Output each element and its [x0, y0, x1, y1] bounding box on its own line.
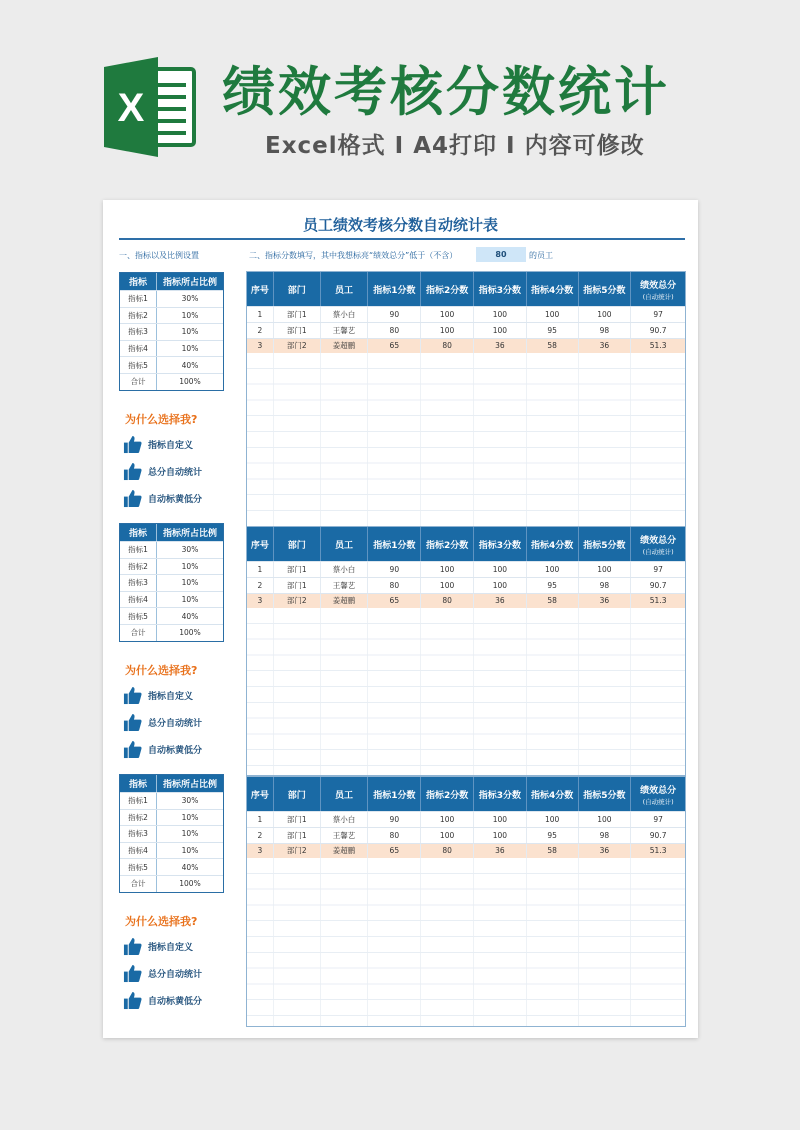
cell: 合计: [120, 625, 157, 641]
cell[interactable]: 100: [527, 307, 579, 322]
cell[interactable]: 100: [474, 812, 527, 827]
table-row[interactable]: [120, 373, 223, 390]
left-block-3: [119, 774, 224, 1010]
cell[interactable]: 部门1: [274, 562, 321, 577]
header-index: 序号: [247, 527, 274, 561]
cell[interactable]: 90: [368, 562, 421, 577]
cell[interactable]: 2: [247, 578, 274, 593]
cell[interactable]: 100: [474, 562, 527, 577]
ratio-table-header: [120, 524, 223, 541]
ratio-header-indicator: 指标: [120, 524, 157, 541]
feature-label: 自动标黄低分: [148, 745, 203, 756]
table-row-highlighted[interactable]: [247, 338, 685, 354]
section2-suffix: 的员工: [529, 251, 553, 260]
table-row[interactable]: [247, 322, 685, 338]
table-row-highlighted[interactable]: [247, 843, 685, 859]
cell[interactable]: 王馨艺: [321, 828, 369, 843]
cell[interactable]: 部门2: [274, 844, 321, 859]
thumbs-up-icon: [123, 964, 142, 983]
feature-item: [119, 991, 224, 1010]
cell: 100%: [179, 628, 201, 638]
cell[interactable]: 30%: [181, 796, 199, 806]
cell[interactable]: 40%: [181, 611, 199, 621]
table-row[interactable]: [120, 591, 223, 608]
feature-label: 指标自定义: [148, 440, 194, 451]
title-divider: [119, 238, 685, 240]
ratio-table: [119, 272, 224, 391]
cell: 指标4: [120, 843, 157, 859]
thumbs-up-icon: [123, 489, 142, 508]
cell: 指标4: [120, 592, 157, 608]
cell[interactable]: 3: [247, 844, 274, 859]
score-table-header: [247, 777, 685, 811]
excel-icon-letter: X: [117, 86, 145, 130]
ratio-header-indicator: 指标: [120, 775, 157, 792]
cell[interactable]: 65: [368, 844, 421, 859]
score-table-header: [247, 272, 685, 306]
table-row[interactable]: [247, 577, 685, 593]
cell: 51.3: [649, 596, 667, 606]
header-indicator-4: 指标4分数: [527, 272, 579, 306]
cell: 指标5: [120, 608, 157, 624]
feature-item: [119, 435, 224, 454]
cell: 指标3: [120, 826, 157, 842]
feature-item: [119, 713, 224, 732]
score-table-header: [247, 527, 685, 561]
table-row[interactable]: [247, 811, 685, 827]
cell: 指标5: [120, 357, 157, 373]
header-total-note: (自动统计): [642, 292, 674, 301]
cell[interactable]: 王馨艺: [321, 323, 369, 338]
cell[interactable]: 40%: [181, 862, 199, 872]
cell[interactable]: 10%: [181, 578, 199, 588]
cell[interactable]: 100: [421, 307, 474, 322]
cell: 90.7: [649, 580, 667, 590]
header-total-label: 绩效总分: [640, 280, 677, 291]
feature-label: 自动标黄低分: [148, 494, 203, 505]
header-indicator-3: 指标3分数: [474, 272, 527, 306]
header-department: 部门: [274, 527, 321, 561]
header-indicator-4: 指标4分数: [527, 777, 579, 811]
cell[interactable]: 部门1: [274, 828, 321, 843]
left-block-1: [119, 272, 224, 508]
ratio-table-header: [120, 273, 223, 290]
table-row[interactable]: [120, 541, 223, 558]
cell[interactable]: 100: [474, 828, 527, 843]
cell: 90.7: [649, 830, 667, 840]
cell: 指标2: [120, 308, 157, 324]
left-block-2: [119, 523, 224, 759]
cell[interactable]: 蔡小白: [321, 307, 369, 322]
cell[interactable]: 100: [527, 812, 579, 827]
cell[interactable]: 3: [247, 594, 274, 609]
cell: 100%: [179, 377, 201, 387]
cell[interactable]: 90: [368, 307, 421, 322]
empty-rows[interactable]: [247, 353, 685, 526]
cell[interactable]: 10%: [181, 595, 199, 605]
cell[interactable]: 部门2: [274, 339, 321, 354]
thumbs-up-icon: [123, 937, 142, 956]
feature-label: 指标自定义: [148, 942, 194, 953]
cell[interactable]: 10%: [181, 846, 199, 856]
cell: 指标4: [120, 341, 157, 357]
table-row[interactable]: [120, 323, 223, 340]
header-employee: 员工: [321, 777, 369, 811]
feature-label: 自动标黄低分: [148, 996, 203, 1007]
feature-label: 总分自动统计: [148, 969, 203, 980]
cell[interactable]: 蔡小白: [321, 562, 369, 577]
thumbs-up-icon: [123, 686, 142, 705]
header-total: [631, 272, 685, 306]
ratio-header-proportion: 指标所占比例: [162, 780, 217, 790]
cell[interactable]: 80: [421, 594, 474, 609]
cell[interactable]: 2: [247, 323, 274, 338]
cell[interactable]: 部门1: [274, 812, 321, 827]
cell[interactable]: 36: [474, 844, 527, 859]
header-indicator-1: 指标1分数: [368, 777, 421, 811]
cell[interactable]: 80: [368, 828, 421, 843]
header-total-label: 绩效总分: [640, 785, 677, 796]
table-row[interactable]: [247, 827, 685, 843]
banner: [0, 0, 800, 190]
main-title: 绩效考核分数统计: [222, 62, 670, 123]
score-table-2: [246, 526, 686, 776]
header-indicator-2: 指标2分数: [421, 527, 474, 561]
table-row[interactable]: [120, 356, 223, 373]
score-table-3: [246, 776, 686, 1027]
cell: 指标1: [120, 793, 157, 809]
cell[interactable]: 100: [421, 828, 474, 843]
cell[interactable]: 80: [368, 578, 421, 593]
header-index: 序号: [247, 272, 274, 306]
cell[interactable]: 36: [579, 844, 632, 859]
cell[interactable]: 姜超鹏: [321, 339, 369, 354]
empty-rows[interactable]: [247, 858, 685, 1026]
header-total-note: (自动统计): [642, 547, 674, 556]
cell[interactable]: 65: [368, 339, 421, 354]
table-row[interactable]: [120, 607, 223, 624]
cell[interactable]: 100: [579, 562, 632, 577]
cell[interactable]: 100: [474, 307, 527, 322]
cell[interactable]: 10%: [181, 327, 199, 337]
empty-rows[interactable]: [247, 608, 685, 775]
cell[interactable]: 95: [527, 323, 579, 338]
table-row[interactable]: [120, 792, 223, 809]
cell[interactable]: 36: [579, 339, 632, 354]
cell[interactable]: 98: [579, 828, 632, 843]
cell[interactable]: 58: [527, 844, 579, 859]
cell[interactable]: 36: [474, 339, 527, 354]
cell[interactable]: 100: [579, 307, 632, 322]
table-row[interactable]: [120, 809, 223, 826]
table-row[interactable]: [120, 290, 223, 307]
cell[interactable]: 10%: [181, 344, 199, 354]
header-indicator-3: 指标3分数: [474, 527, 527, 561]
ratio-table: [119, 523, 224, 642]
cell: 指标5: [120, 859, 157, 875]
cell[interactable]: 80: [368, 323, 421, 338]
feature-item: [119, 686, 224, 705]
ratio-header-proportion: 指标所占比例: [162, 278, 217, 288]
cell[interactable]: 部门1: [274, 578, 321, 593]
cell[interactable]: 90: [368, 812, 421, 827]
cell[interactable]: 100: [421, 578, 474, 593]
cell[interactable]: 80: [421, 339, 474, 354]
header-total: [631, 777, 685, 811]
header-employee: 员工: [321, 527, 369, 561]
cell[interactable]: 98: [579, 323, 632, 338]
cell[interactable]: 40%: [181, 360, 199, 370]
cell[interactable]: 100: [527, 562, 579, 577]
table-row[interactable]: [120, 307, 223, 324]
feature-item: [119, 489, 224, 508]
section2-label: 二、指标分数填写，其中我想标亮“绩效总分”低于（不含）: [249, 251, 458, 260]
document-sheet: [103, 200, 698, 1038]
header-total-note: (自动统计): [642, 797, 674, 806]
cell[interactable]: 30%: [181, 545, 199, 555]
header-indicator-4: 指标4分数: [527, 527, 579, 561]
thumbs-up-icon: [123, 740, 142, 759]
cell: 指标3: [120, 575, 157, 591]
header-indicator-1: 指标1分数: [368, 272, 421, 306]
cell[interactable]: 蔡小白: [321, 812, 369, 827]
header-indicator-1: 指标1分数: [368, 527, 421, 561]
cell: 51.3: [649, 341, 667, 351]
cell[interactable]: 80: [421, 844, 474, 859]
table-row-highlighted[interactable]: [247, 593, 685, 609]
cell[interactable]: 58: [527, 594, 579, 609]
cell: 51.3: [649, 846, 667, 856]
score-table-1: [246, 271, 686, 527]
cell[interactable]: 3: [247, 339, 274, 354]
cell[interactable]: 100: [579, 812, 632, 827]
cell: 100%: [179, 879, 201, 889]
why-heading: 为什么选择我?: [125, 914, 198, 928]
cell: 指标2: [120, 810, 157, 826]
header-indicator-3: 指标3分数: [474, 777, 527, 811]
cell[interactable]: 姜超鹏: [321, 594, 369, 609]
cell[interactable]: 100: [421, 562, 474, 577]
cell[interactable]: 2: [247, 828, 274, 843]
thumbs-up-icon: [123, 462, 142, 481]
cell[interactable]: 30%: [181, 294, 199, 304]
cell: 指标3: [120, 324, 157, 340]
header-department: 部门: [274, 272, 321, 306]
cell: 指标1: [120, 291, 157, 307]
cell: 90.7: [649, 325, 667, 335]
table-row[interactable]: [120, 340, 223, 357]
header-index: 序号: [247, 777, 274, 811]
cell: 合计: [120, 876, 157, 892]
thumbs-up-icon: [123, 435, 142, 454]
cell[interactable]: 部门1: [274, 307, 321, 322]
cell[interactable]: 10%: [181, 829, 199, 839]
cell: 97: [653, 564, 663, 574]
cell[interactable]: 姜超鹏: [321, 844, 369, 859]
feature-label: 指标自定义: [148, 691, 194, 702]
thumbs-up-icon: [123, 713, 142, 732]
cell[interactable]: 部门2: [274, 594, 321, 609]
why-heading: 为什么选择我?: [125, 412, 198, 426]
table-row[interactable]: [120, 825, 223, 842]
cell[interactable]: 部门1: [274, 323, 321, 338]
table-row[interactable]: [120, 858, 223, 875]
sub-title: Excel格式 I A4打印 I 内容可修改: [265, 133, 645, 159]
header-department: 部门: [274, 777, 321, 811]
table-row[interactable]: [120, 624, 223, 641]
cell[interactable]: 10%: [181, 812, 199, 822]
header-total: [631, 527, 685, 561]
excel-icon: [102, 57, 200, 157]
cell[interactable]: 1: [247, 812, 274, 827]
header-indicator-5: 指标5分数: [579, 272, 632, 306]
feature-item: [119, 462, 224, 481]
cell: 指标2: [120, 559, 157, 575]
table-row[interactable]: [120, 558, 223, 575]
cell[interactable]: 100: [421, 812, 474, 827]
cell[interactable]: 王馨艺: [321, 578, 369, 593]
header-total-label: 绩效总分: [640, 535, 677, 546]
ratio-table: [119, 774, 224, 893]
feature-label: 总分自动统计: [148, 467, 203, 478]
threshold-input[interactable]: 80: [476, 247, 526, 262]
header-indicator-5: 指标5分数: [579, 527, 632, 561]
why-heading: 为什么选择我?: [125, 663, 198, 677]
thumbs-up-icon: [123, 991, 142, 1010]
cell[interactable]: 10%: [181, 310, 199, 320]
cell[interactable]: 95: [527, 828, 579, 843]
ratio-header-indicator: 指标: [120, 273, 157, 290]
cell[interactable]: 65: [368, 594, 421, 609]
cell[interactable]: 100: [474, 323, 527, 338]
table-row[interactable]: [247, 306, 685, 322]
header-indicator-2: 指标2分数: [421, 777, 474, 811]
feature-item: [119, 964, 224, 983]
cell[interactable]: 36: [579, 594, 632, 609]
ratio-header-proportion: 指标所占比例: [162, 529, 217, 539]
section1-label: 一、指标以及比例设置: [119, 251, 199, 260]
cell[interactable]: 58: [527, 339, 579, 354]
cell[interactable]: 98: [579, 578, 632, 593]
header-employee: 员工: [321, 272, 369, 306]
cell[interactable]: 36: [474, 594, 527, 609]
cell: 97: [653, 309, 663, 319]
cell: 合计: [120, 374, 157, 390]
sheet-title: 员工绩效考核分数自动统计表: [302, 216, 498, 234]
cell: 指标1: [120, 542, 157, 558]
header-indicator-5: 指标5分数: [579, 777, 632, 811]
feature-label: 总分自动统计: [148, 718, 203, 729]
table-row[interactable]: [120, 574, 223, 591]
ratio-table-header: [120, 775, 223, 792]
table-row[interactable]: [120, 875, 223, 892]
feature-item: [119, 937, 224, 956]
cell[interactable]: 1: [247, 562, 274, 577]
cell[interactable]: 95: [527, 578, 579, 593]
table-row[interactable]: [120, 842, 223, 859]
cell[interactable]: 1: [247, 307, 274, 322]
cell[interactable]: 10%: [181, 561, 199, 571]
header-indicator-2: 指标2分数: [421, 272, 474, 306]
feature-item: [119, 740, 224, 759]
cell: 97: [653, 814, 663, 824]
table-row[interactable]: [247, 561, 685, 577]
cell[interactable]: 100: [474, 578, 527, 593]
cell[interactable]: 100: [421, 323, 474, 338]
